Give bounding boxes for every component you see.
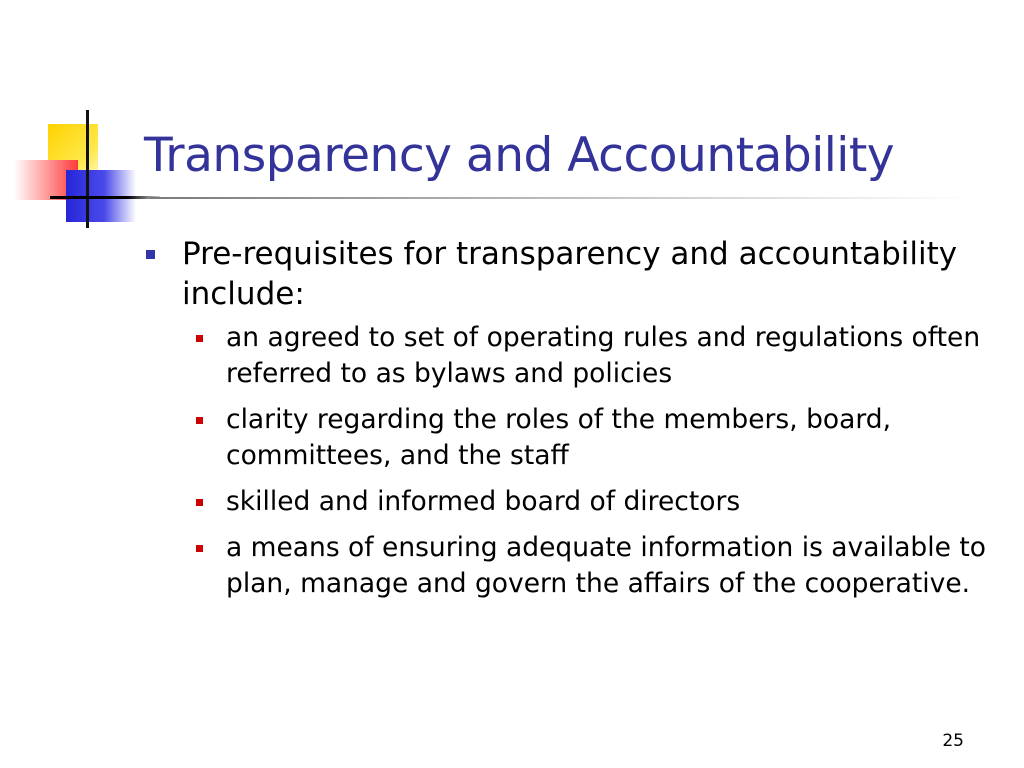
sub-bullet-item [190, 320, 1006, 392]
square-bullet-icon [196, 335, 203, 342]
slide-title: Transparency and Accountability [144, 128, 895, 183]
square-bullet-icon [196, 545, 203, 552]
bullet-item-level1 [146, 234, 1006, 314]
sub-bullet-text: skilled and informed board of directors [226, 486, 741, 517]
sub-bullet-item [190, 402, 1006, 474]
horizontal-line-decoration [50, 196, 160, 199]
title-underline-rule [150, 197, 970, 199]
sub-bullet-item [190, 530, 1006, 602]
square-bullet-icon [196, 499, 203, 506]
sub-bullet-list [190, 320, 1006, 602]
sub-bullet-text: clarity regarding the roles of the members, board, committees, and the staff [226, 404, 892, 471]
slide-body [146, 234, 1006, 612]
vertical-line-decoration [86, 110, 89, 228]
bullet-text: Pre-requisites for transparency and accountability include: [182, 236, 958, 312]
square-bullet-icon [146, 250, 155, 259]
sub-bullet-text: a means of ensuring adequate information is available to plan, manage and govern the affairs of the cooperative. [226, 532, 986, 599]
page-number: 25 [942, 731, 964, 751]
square-bullet-icon [196, 417, 203, 424]
corner-logo-decoration [0, 0, 150, 240]
sub-bullet-text: an agreed to set of operating rules and regulations often referred to as bylaws and policies [226, 322, 981, 389]
sub-bullet-item [190, 484, 1006, 520]
